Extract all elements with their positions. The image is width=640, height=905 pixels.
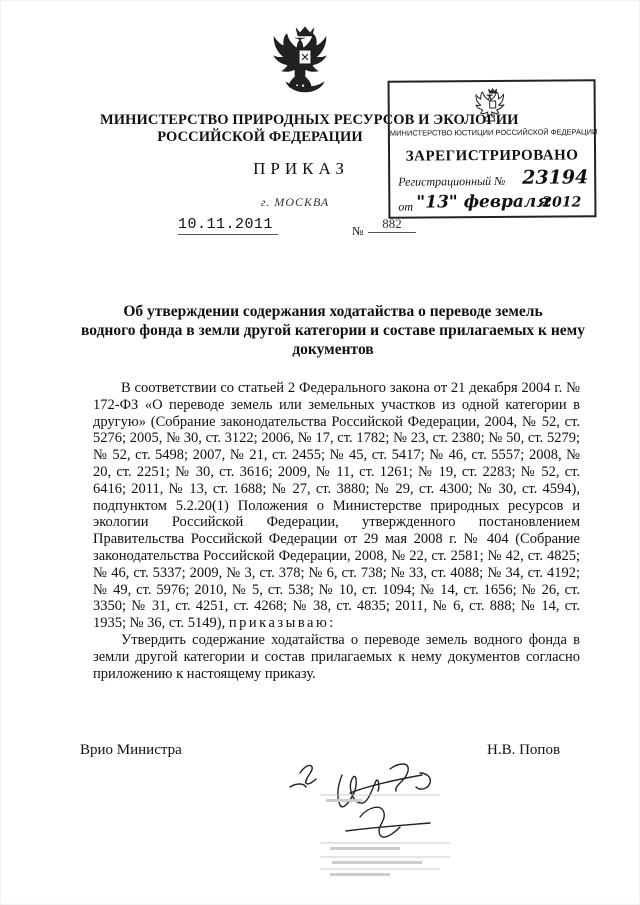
coat-of-arms-icon — [272, 24, 338, 98]
body-paragraph-2: Утвердить содержание ходатайства о переводе земель водного фонда в земли другой категории и состав прилагаемых к нему документов согласно приложению к настоящему приказу. — [93, 631, 580, 682]
stamp-emblem-icon — [476, 86, 510, 124]
order-title: ПРИКАЗ — [253, 159, 349, 178]
stamp-ministry: МИНИСТЕРСТВО ЮСТИЦИИ РОССИЙСКОЙ ФЕДЕРАЦИИ — [389, 127, 598, 138]
order-command: приказываю: — [228, 615, 336, 632]
handwritten-signature-icon — [250, 735, 490, 885]
body-paragraph-1-text: В соответствии со статьей 2 Федерального закона от 21 декабря 2004 г. № 172-ФЗ «О переводе земель или земельных участков из одной категории в другую» (Собрание законодательства Российской Федерации, 2004, № 52, ст. 5276; 2005, № 30, ст. 3122; 2006, № 17, ст. 1782; № 23, ст. 2380; № 50, ст. 5279; № 52, ст. 5498; 2007, № 21, ст. 2455; № 45, ст. 5417; № 46, ст. 5557; 2008, № 20, ст. 2251; № 30, ст. 3616; 2009, № 11, ст. 1261; № 19, ст. 2283; № 52, ст. 6416; 2011, № 13, ст. 1688; № 27, ст. 3880; № 29, ст. 4300; № 30, ст. 4594), подпунктом 5.2.20(1) Положения о Министерстве природных ресурсов и экологии Российской Федерации, утвержденного постановлением Правительства Российской Федерации от 29 мая 2008 г. № 404 (Собрание законодательства Российской Федерации, 2008, № 22, ст. 2581; № 42, ст. 4825; № 46, ст. 5337; 2009, № 3, ст. 378; № 6, ст. 738; № 33, ст. 4088; № 34, ст. 4192; № 49, ст. 5976; 2010, № 5, ст. 538; № 10, ст. 1094; № 14, ст. 1656; № 26, ст. 3350; № 31, ст. 4251, ст. 4268; № 38, ст. 4835; 2011, № 6, ст. 888; № 14, ст. 1935; № 36, ст. 5149), — [93, 380, 580, 632]
city: г. МОСКВА — [260, 195, 330, 209]
signatory-name: Н.В. Попов — [487, 742, 561, 758]
title-line-1: Об утверждении содержания ходатайства о переводе земель — [123, 303, 543, 320]
order-number-label: № — [352, 224, 364, 238]
stamp-date-prefix: от — [398, 199, 414, 214]
stamp-reg-label: Регистрационный № — [398, 173, 506, 189]
document-title — [78, 302, 588, 359]
ministry-line-2: РОССИЙСКОЙ ФЕДЕРАЦИИ — [157, 129, 363, 145]
stamp-status: ЗАРЕГИСТРИРОВАНО — [405, 147, 579, 165]
signatory-role: Врио Министра — [80, 742, 182, 758]
registration-stamp — [388, 79, 597, 218]
ministry-line-1: МИНИСТЕРСТВО ПРИРОДНЫХ РЕСУРСОВ И ЭКОЛОГИИ — [100, 112, 519, 128]
document-body — [93, 380, 580, 682]
order-date: 10.11.2011 — [178, 216, 278, 235]
title-line-3: документов — [292, 341, 374, 358]
body-paragraph-1 — [93, 380, 580, 632]
stamp-year: 2012 — [542, 194, 582, 211]
stamp-date: "13" февраля — [416, 191, 550, 213]
stamp-reg-number: 23194 — [522, 166, 589, 189]
title-line-2: водного фонда в земли другой категории и составе прилагаемых к нему — [81, 322, 585, 339]
order-number: 882 — [368, 216, 416, 233]
